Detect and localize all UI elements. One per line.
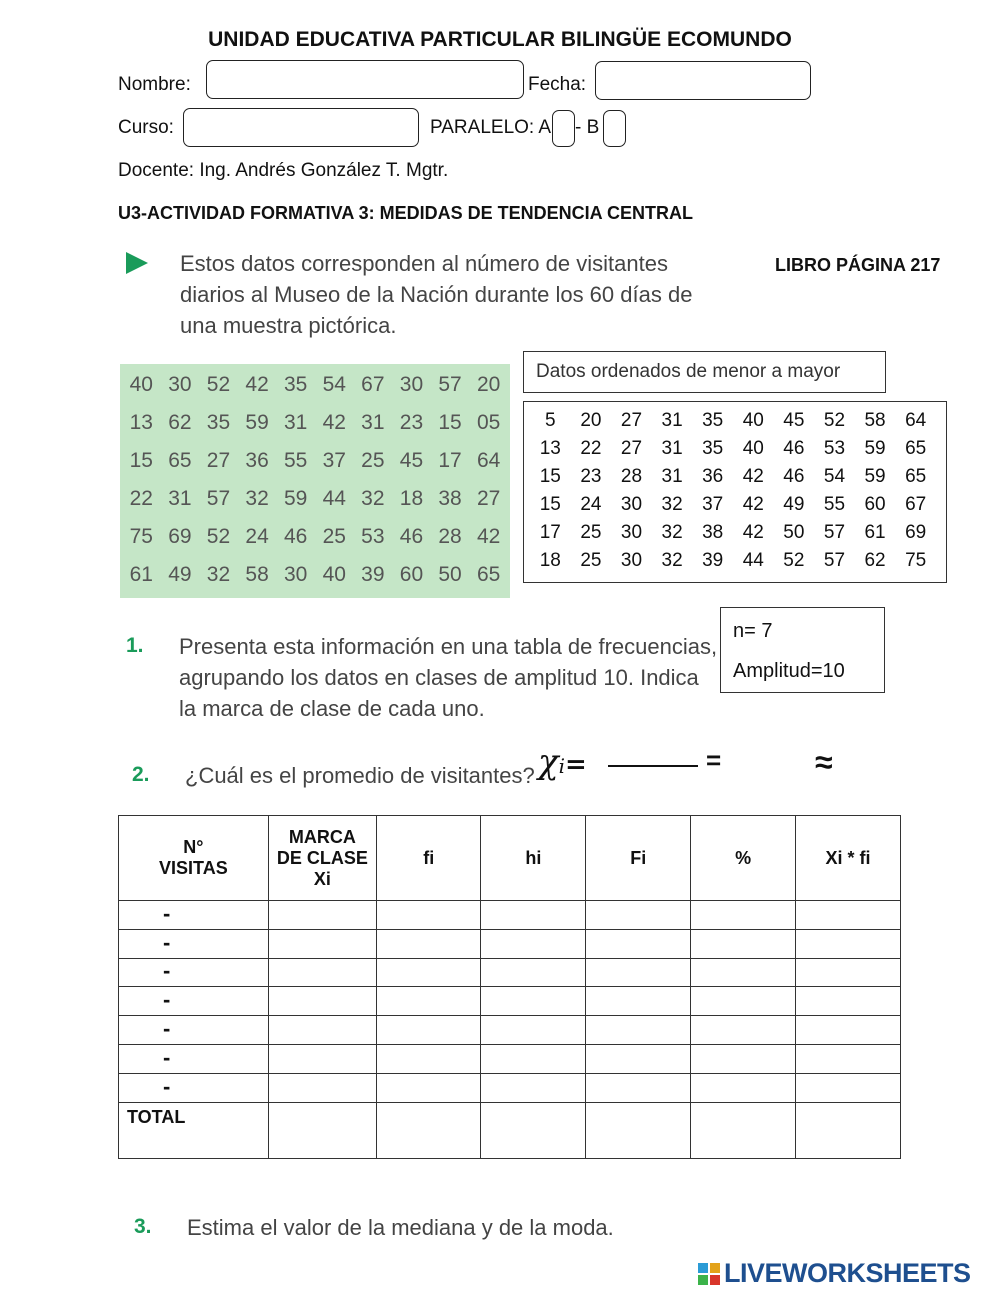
answer-cell[interactable] xyxy=(796,1016,901,1045)
intro-text xyxy=(180,248,692,341)
raw-data-cell: 35 xyxy=(283,373,308,396)
total-cell[interactable] xyxy=(481,1102,586,1158)
dash-mark: - xyxy=(163,900,171,926)
header-percent: % xyxy=(691,816,796,901)
ordered-data-grid xyxy=(523,401,947,583)
amplitud-value: Amplitud=10 xyxy=(733,660,845,682)
intro-line-1: Estos datos corresponden al número de visitantes xyxy=(180,251,668,276)
ordered-row xyxy=(530,491,940,519)
raw-data-cell: 53 xyxy=(361,525,385,548)
raw-data-cell: 31 xyxy=(168,487,192,510)
ordered-cell: 38 xyxy=(702,522,724,543)
ordered-cell: 67 xyxy=(905,494,927,515)
book-reference: LIBRO PÁGINA 217 xyxy=(775,255,941,275)
header-hi: hi xyxy=(481,816,586,901)
dash-mark: - xyxy=(163,1016,171,1042)
raw-data-cell: 05 xyxy=(476,411,501,434)
answer-cell[interactable] xyxy=(691,901,796,930)
answer-cell[interactable] xyxy=(586,1044,691,1073)
raw-data-cell: 15 xyxy=(438,411,462,434)
raw-data-cell: 57 xyxy=(438,373,462,396)
raw-data-cell: 30 xyxy=(399,373,424,396)
nombre-label: Nombre: xyxy=(118,74,191,95)
ordered-cell: 31 xyxy=(661,438,683,459)
table-row xyxy=(119,987,901,1016)
ordered-cell: 30 xyxy=(620,494,643,515)
ordered-cell: 15 xyxy=(539,494,561,515)
ordered-cell: 30 xyxy=(620,550,643,571)
ordered-cell: 23 xyxy=(580,466,602,487)
ordered-row xyxy=(530,547,940,575)
info-box xyxy=(720,607,885,693)
ordered-cell: 13 xyxy=(539,438,561,459)
task-2-number: 2. xyxy=(132,763,150,786)
raw-data-cell: 30 xyxy=(283,563,308,586)
answer-cell[interactable] xyxy=(376,987,481,1016)
ordered-cell: 52 xyxy=(783,550,805,571)
total-cell[interactable] xyxy=(586,1102,691,1158)
ordered-cell: 46 xyxy=(783,438,805,459)
raw-data-cell: 32 xyxy=(206,563,231,586)
header-xifi: Xi * fi xyxy=(796,816,901,901)
school-title: UNIDAD EDUCATIVA PARTICULAR BILINGÜE ECOMUNDO xyxy=(208,28,792,51)
raw-data-cell: 55 xyxy=(283,449,308,472)
total-row xyxy=(119,1102,901,1158)
intro-line-3: una muestra pictórica. xyxy=(180,313,397,338)
answer-cell[interactable] xyxy=(691,1016,796,1045)
liveworksheets-logo xyxy=(698,1258,971,1289)
dash-mark: - xyxy=(163,1073,171,1099)
ordered-cell: 55 xyxy=(823,494,846,515)
ordered-cell: 42 xyxy=(742,494,764,515)
raw-data-row xyxy=(122,442,508,480)
ordered-cell: 52 xyxy=(823,410,846,431)
fecha-input[interactable] xyxy=(595,61,811,100)
raw-data-cell: 25 xyxy=(361,449,385,472)
raw-data-cell: 46 xyxy=(283,525,308,548)
raw-data-cell: 20 xyxy=(476,373,501,396)
nombre-input[interactable] xyxy=(206,60,524,99)
ordered-cell: 5 xyxy=(545,410,556,431)
activity-title: U3-ACTIVIDAD FORMATIVA 3: MEDIDAS DE TENDENCIA CENTRAL xyxy=(118,203,693,223)
ordered-cell: 35 xyxy=(702,410,724,431)
raw-data-cell: 17 xyxy=(438,449,462,472)
ordered-cell: 60 xyxy=(864,494,886,515)
answer-cell[interactable] xyxy=(586,1016,691,1045)
ordered-row xyxy=(530,463,940,491)
raw-data-cell: 42 xyxy=(476,525,501,548)
paralelo-sep: - B xyxy=(575,117,600,138)
answer-cell[interactable] xyxy=(796,1044,901,1073)
raw-data-cell: 25 xyxy=(322,525,346,548)
ordered-cell: 30 xyxy=(620,522,643,543)
raw-data-cell: 32 xyxy=(361,487,385,510)
raw-data-cell: 69 xyxy=(168,525,192,548)
answer-cell[interactable] xyxy=(268,1044,376,1073)
brand-name: LIVEWORKSHEETS xyxy=(724,1258,971,1288)
raw-data-cell: 15 xyxy=(129,449,153,472)
raw-data-cell: 31 xyxy=(361,411,385,434)
raw-data-cell: 65 xyxy=(168,449,192,472)
dash-mark: - xyxy=(163,1044,171,1070)
ordered-cell: 40 xyxy=(742,410,764,431)
ordered-cell: 61 xyxy=(864,522,886,543)
answer-cell[interactable] xyxy=(586,987,691,1016)
logo-blocks-icon xyxy=(698,1263,720,1285)
ordered-cell: 59 xyxy=(864,466,886,487)
raw-data-cell: 61 xyxy=(129,563,153,586)
ordered-cell: 64 xyxy=(905,410,927,431)
dash-mark: - xyxy=(163,987,171,1013)
ordered-cell: 18 xyxy=(539,550,561,571)
ordered-row xyxy=(530,435,940,463)
ordered-cell: 57 xyxy=(823,522,846,543)
raw-data-cell: 52 xyxy=(206,525,231,548)
ordered-cell: 59 xyxy=(864,438,886,459)
ordered-cell: 39 xyxy=(702,550,724,571)
dash-mark: - xyxy=(163,929,171,955)
raw-data-cell: 49 xyxy=(168,563,192,586)
answer-cell[interactable] xyxy=(268,901,376,930)
answer-cell[interactable] xyxy=(691,1073,796,1102)
answer-cell[interactable] xyxy=(268,958,376,987)
paralelo-label: PARALELO: A xyxy=(430,117,552,138)
raw-data-cell: 27 xyxy=(206,449,231,472)
raw-data-cell: 64 xyxy=(476,449,501,472)
ordered-cell: 32 xyxy=(661,494,683,515)
raw-data-cell: 60 xyxy=(399,563,424,586)
task-2-text: ¿Cuál es el promedio de visitantes? xyxy=(185,763,535,788)
total-cell[interactable] xyxy=(376,1102,481,1158)
ordered-cell: 22 xyxy=(580,438,602,459)
task-1-line-3: la marca de clase de cada uno. xyxy=(179,696,485,721)
task-1-number: 1. xyxy=(126,634,144,657)
answer-cell[interactable] xyxy=(268,929,376,958)
approx-sign: ≈ xyxy=(815,744,833,780)
equals-sign: = xyxy=(706,745,722,775)
ordered-row xyxy=(530,519,940,547)
ordered-cell: 44 xyxy=(742,550,764,571)
table-row xyxy=(119,929,901,958)
raw-data-cell: 35 xyxy=(206,411,231,434)
mean-equals: = xyxy=(565,750,587,780)
answer-cell[interactable] xyxy=(376,1073,481,1102)
table-row xyxy=(119,901,901,930)
raw-data-cell: 24 xyxy=(245,525,269,548)
header-marca-2: DE CLASE xyxy=(276,847,368,868)
answer-cell[interactable] xyxy=(481,1016,586,1045)
ordered-cell: 75 xyxy=(905,550,927,571)
handwritten-mean xyxy=(538,742,587,782)
ordered-cell: 20 xyxy=(580,410,602,431)
raw-data-cell: 58 xyxy=(245,563,269,586)
play-arrow-icon xyxy=(126,252,148,274)
raw-data-cell: 59 xyxy=(245,411,269,434)
header-fi: fi xyxy=(376,816,481,901)
curso-input[interactable] xyxy=(183,108,419,147)
class-range-cell[interactable] xyxy=(119,987,269,1016)
header-visitas xyxy=(119,816,269,901)
ordered-cell: 53 xyxy=(823,438,846,459)
frequency-table xyxy=(118,815,901,1159)
mean-subscript: i xyxy=(558,754,566,778)
answer-cell[interactable] xyxy=(268,1073,376,1102)
class-range-cell[interactable] xyxy=(119,958,269,987)
ordered-cell: 25 xyxy=(580,550,602,571)
header-visitas-2: VISITAS xyxy=(159,858,228,878)
raw-data-cell: 45 xyxy=(399,449,424,472)
ordered-cell: 69 xyxy=(905,522,927,543)
raw-data-cell: 57 xyxy=(206,487,231,510)
header-marca-3: Xi xyxy=(313,868,331,889)
raw-data-cell: 42 xyxy=(245,373,269,396)
raw-data-row xyxy=(122,518,508,556)
table-row xyxy=(119,1016,901,1045)
ordered-cell: 40 xyxy=(742,438,764,459)
answer-cell[interactable] xyxy=(586,901,691,930)
answer-cell[interactable] xyxy=(691,929,796,958)
task-1-text xyxy=(179,631,717,724)
table-row xyxy=(119,1073,901,1102)
ordered-cell: 42 xyxy=(742,466,764,487)
curso-label: Curso: xyxy=(118,117,174,138)
raw-data-cell: 40 xyxy=(322,563,346,586)
answer-cell[interactable] xyxy=(796,987,901,1016)
answer-cell[interactable] xyxy=(691,958,796,987)
raw-data-grid xyxy=(120,364,510,598)
raw-data-cell: 30 xyxy=(168,373,192,396)
raw-data-cell: 18 xyxy=(399,487,424,510)
raw-data-cell: 23 xyxy=(399,411,424,434)
raw-data-cell: 13 xyxy=(129,411,153,434)
ordered-cell: 36 xyxy=(702,466,724,487)
table-row xyxy=(119,958,901,987)
raw-data-cell: 62 xyxy=(168,411,192,434)
ordered-cell: 49 xyxy=(783,494,805,515)
answer-cell[interactable] xyxy=(586,929,691,958)
ordered-cell: 31 xyxy=(661,410,683,431)
task-3-text: Estima el valor de la mediana y de la moda. xyxy=(187,1215,614,1240)
ordered-cell: 32 xyxy=(661,550,683,571)
ordered-cell: 32 xyxy=(661,522,683,543)
ordered-cell: 15 xyxy=(539,466,561,487)
class-range-cell[interactable] xyxy=(119,1044,269,1073)
header-Fi: Fi xyxy=(586,816,691,901)
fraction-line xyxy=(608,765,698,767)
answer-cell[interactable] xyxy=(796,929,901,958)
table-row xyxy=(119,1044,901,1073)
raw-data-row xyxy=(122,556,508,594)
raw-data-cell: 52 xyxy=(206,373,231,396)
ordered-cell: 27 xyxy=(620,438,643,459)
table-header-row xyxy=(119,816,901,901)
raw-data-cell: 67 xyxy=(361,373,385,396)
raw-data-cell: 42 xyxy=(322,411,346,434)
raw-data-cell: 31 xyxy=(283,411,308,434)
ordered-row xyxy=(530,407,940,435)
total-cell[interactable] xyxy=(691,1102,796,1158)
raw-data-row xyxy=(122,480,508,518)
answer-cell[interactable] xyxy=(268,987,376,1016)
raw-data-cell: 22 xyxy=(129,487,153,510)
answer-cell[interactable] xyxy=(796,958,901,987)
task-1-line-2: agrupando los datos en clases de amplitud 10. Indica xyxy=(179,665,699,690)
answer-cell[interactable] xyxy=(268,1016,376,1045)
class-range-cell[interactable] xyxy=(119,1073,269,1102)
answer-cell[interactable] xyxy=(481,987,586,1016)
raw-data-cell: 75 xyxy=(129,525,153,548)
ordered-cell: 24 xyxy=(580,494,602,515)
answer-cell[interactable] xyxy=(376,958,481,987)
raw-data-cell: 65 xyxy=(476,563,501,586)
ordered-cell: 37 xyxy=(702,494,724,515)
ordered-cell: 58 xyxy=(864,410,886,431)
answer-cell[interactable] xyxy=(481,929,586,958)
class-range-cell[interactable] xyxy=(119,929,269,958)
total-label: TOTAL xyxy=(119,1102,269,1158)
raw-data-row xyxy=(122,404,508,442)
ordered-cell: 31 xyxy=(661,466,683,487)
n-value: n= 7 xyxy=(733,620,773,642)
answer-cell[interactable] xyxy=(796,901,901,930)
total-cell[interactable] xyxy=(796,1102,901,1158)
header-marca-1: MARCA xyxy=(288,826,356,847)
ordered-cell: 45 xyxy=(783,410,805,431)
dash-mark: - xyxy=(163,958,171,984)
ordered-cell: 25 xyxy=(580,522,602,543)
header-visitas-1: N° xyxy=(183,837,204,857)
ordered-cell: 35 xyxy=(702,438,724,459)
total-cell[interactable] xyxy=(268,1102,376,1158)
intro-line-2: diarios al Museo de la Nación durante los 60 días de xyxy=(180,282,693,307)
raw-data-cell: 38 xyxy=(438,487,462,510)
raw-data-cell: 44 xyxy=(322,487,346,510)
raw-data-cell: 50 xyxy=(438,563,462,586)
answer-cell[interactable] xyxy=(481,1073,586,1102)
answer-cell[interactable] xyxy=(586,1073,691,1102)
raw-data-cell: 59 xyxy=(283,487,308,510)
ordered-cell: 50 xyxy=(783,522,805,543)
answer-cell[interactable] xyxy=(691,1044,796,1073)
raw-data-cell: 46 xyxy=(399,525,424,548)
raw-data-row xyxy=(122,366,508,404)
raw-data-cell: 54 xyxy=(322,373,346,396)
ordered-cell: 42 xyxy=(742,522,764,543)
docente-label: Docente: Ing. Andrés González T. Mgtr. xyxy=(118,160,449,181)
ordered-cell: 28 xyxy=(620,466,643,487)
answer-cell[interactable] xyxy=(481,901,586,930)
ordered-cell: 57 xyxy=(823,550,846,571)
fecha-label: Fecha: xyxy=(528,74,587,95)
raw-data-cell: 40 xyxy=(129,373,153,396)
raw-data-cell: 27 xyxy=(476,487,501,510)
raw-data-cell: 28 xyxy=(438,525,462,548)
ordered-cell: 62 xyxy=(864,550,886,571)
raw-data-cell: 36 xyxy=(245,449,269,472)
header-marca xyxy=(268,816,376,901)
answer-cell[interactable] xyxy=(376,1044,481,1073)
answer-cell[interactable] xyxy=(481,958,586,987)
ordered-cell: 17 xyxy=(539,522,561,543)
raw-data-cell: 32 xyxy=(245,487,269,510)
answer-cell[interactable] xyxy=(691,987,796,1016)
answer-cell[interactable] xyxy=(376,1016,481,1045)
ordered-cell: 27 xyxy=(620,410,643,431)
class-range-cell[interactable] xyxy=(119,1016,269,1045)
answer-cell[interactable] xyxy=(586,958,691,987)
ordered-cell: 46 xyxy=(783,466,805,487)
ordered-title: Datos ordenados de menor a mayor xyxy=(523,351,886,393)
task-3-number: 3. xyxy=(134,1215,152,1238)
paralelo-b-input[interactable] xyxy=(603,110,626,147)
answer-cell[interactable] xyxy=(481,1044,586,1073)
raw-data-cell: 37 xyxy=(322,449,346,472)
ordered-cell: 65 xyxy=(905,466,927,487)
ordered-cell: 54 xyxy=(823,466,846,487)
answer-cell[interactable] xyxy=(376,929,481,958)
task-1-line-1: Presenta esta información en una tabla de frecuencias, xyxy=(179,634,718,659)
answer-cell[interactable] xyxy=(796,1073,901,1102)
mean-symbol: χ xyxy=(538,742,559,782)
class-range-cell[interactable] xyxy=(119,901,269,930)
ordered-cell: 65 xyxy=(905,438,927,459)
answer-cell[interactable] xyxy=(376,901,481,930)
paralelo-a-input[interactable] xyxy=(552,110,575,147)
raw-data-cell: 39 xyxy=(361,563,385,586)
